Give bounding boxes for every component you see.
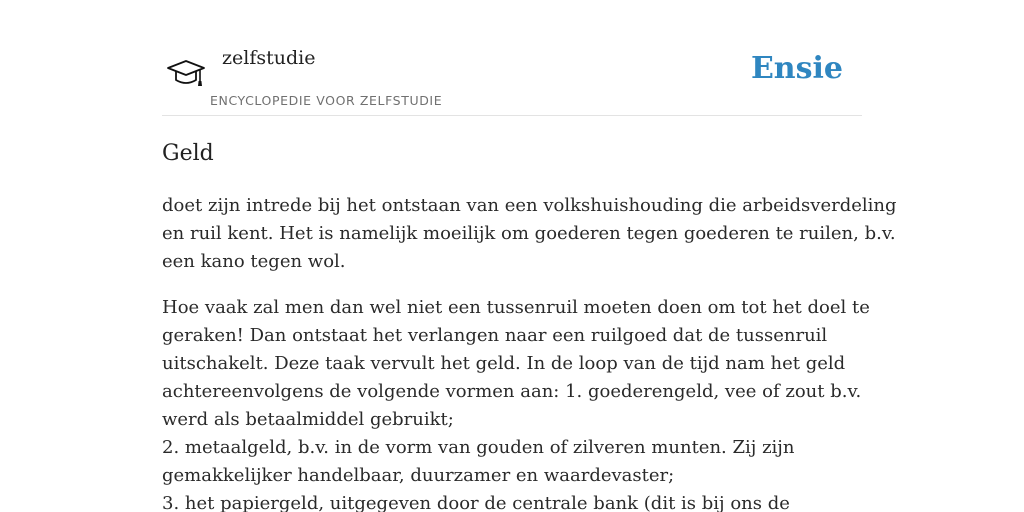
site-header bbox=[162, 0, 862, 116]
paragraph-line: gemakkelijker handelbaar, duurzamer en waardevaster; bbox=[162, 465, 675, 486]
article-paragraph bbox=[162, 294, 870, 512]
article-paragraph bbox=[162, 192, 897, 276]
paragraph-line: achtereenvolgens de volgende vormen aan: 1. goederengeld, vee of zout b.v. bbox=[162, 381, 862, 402]
site-tagline: ENCYCLOPEDIE VOOR ZELFSTUDIE bbox=[210, 93, 443, 108]
paragraph-line: uitschakelt. Deze taak vervult het geld. In de loop van de tijd nam het geld bbox=[162, 353, 846, 374]
paragraph-line: doet zijn intrede bij het ontstaan van een volkshuishouding die arbeidsverdeling bbox=[162, 195, 897, 216]
article-content bbox=[162, 138, 897, 512]
article-title: Geld bbox=[162, 141, 214, 166]
site-name[interactable]: zelfstudie bbox=[222, 47, 316, 69]
paragraph-line: en ruil kent. Het is namelijk moeilijk om goederen tegen goederen te ruilen, b.v. bbox=[162, 223, 896, 244]
paragraph-line: 2. metaalgeld, b.v. in de vorm van gouden of zilveren munten. Zij zijn bbox=[162, 437, 795, 458]
paragraph-line: geraken! Dan ontstaat het verlangen naar een ruilgoed dat de tussenruil bbox=[162, 325, 828, 346]
paragraph-line: een kano tegen wol. bbox=[162, 251, 346, 272]
paragraph-line: Hoe vaak zal men dan wel niet een tussenruil moeten doen om tot het doel te bbox=[162, 297, 870, 318]
paragraph-line: 3. het papiergeld, uitgegeven door de centrale bank (dit is bij ons de bbox=[162, 493, 790, 512]
brand-logo[interactable]: Ensie bbox=[750, 51, 843, 86]
graduation-cap-icon[interactable] bbox=[166, 56, 206, 92]
paragraph-line: werd als betaalmiddel gebruikt; bbox=[162, 409, 454, 430]
